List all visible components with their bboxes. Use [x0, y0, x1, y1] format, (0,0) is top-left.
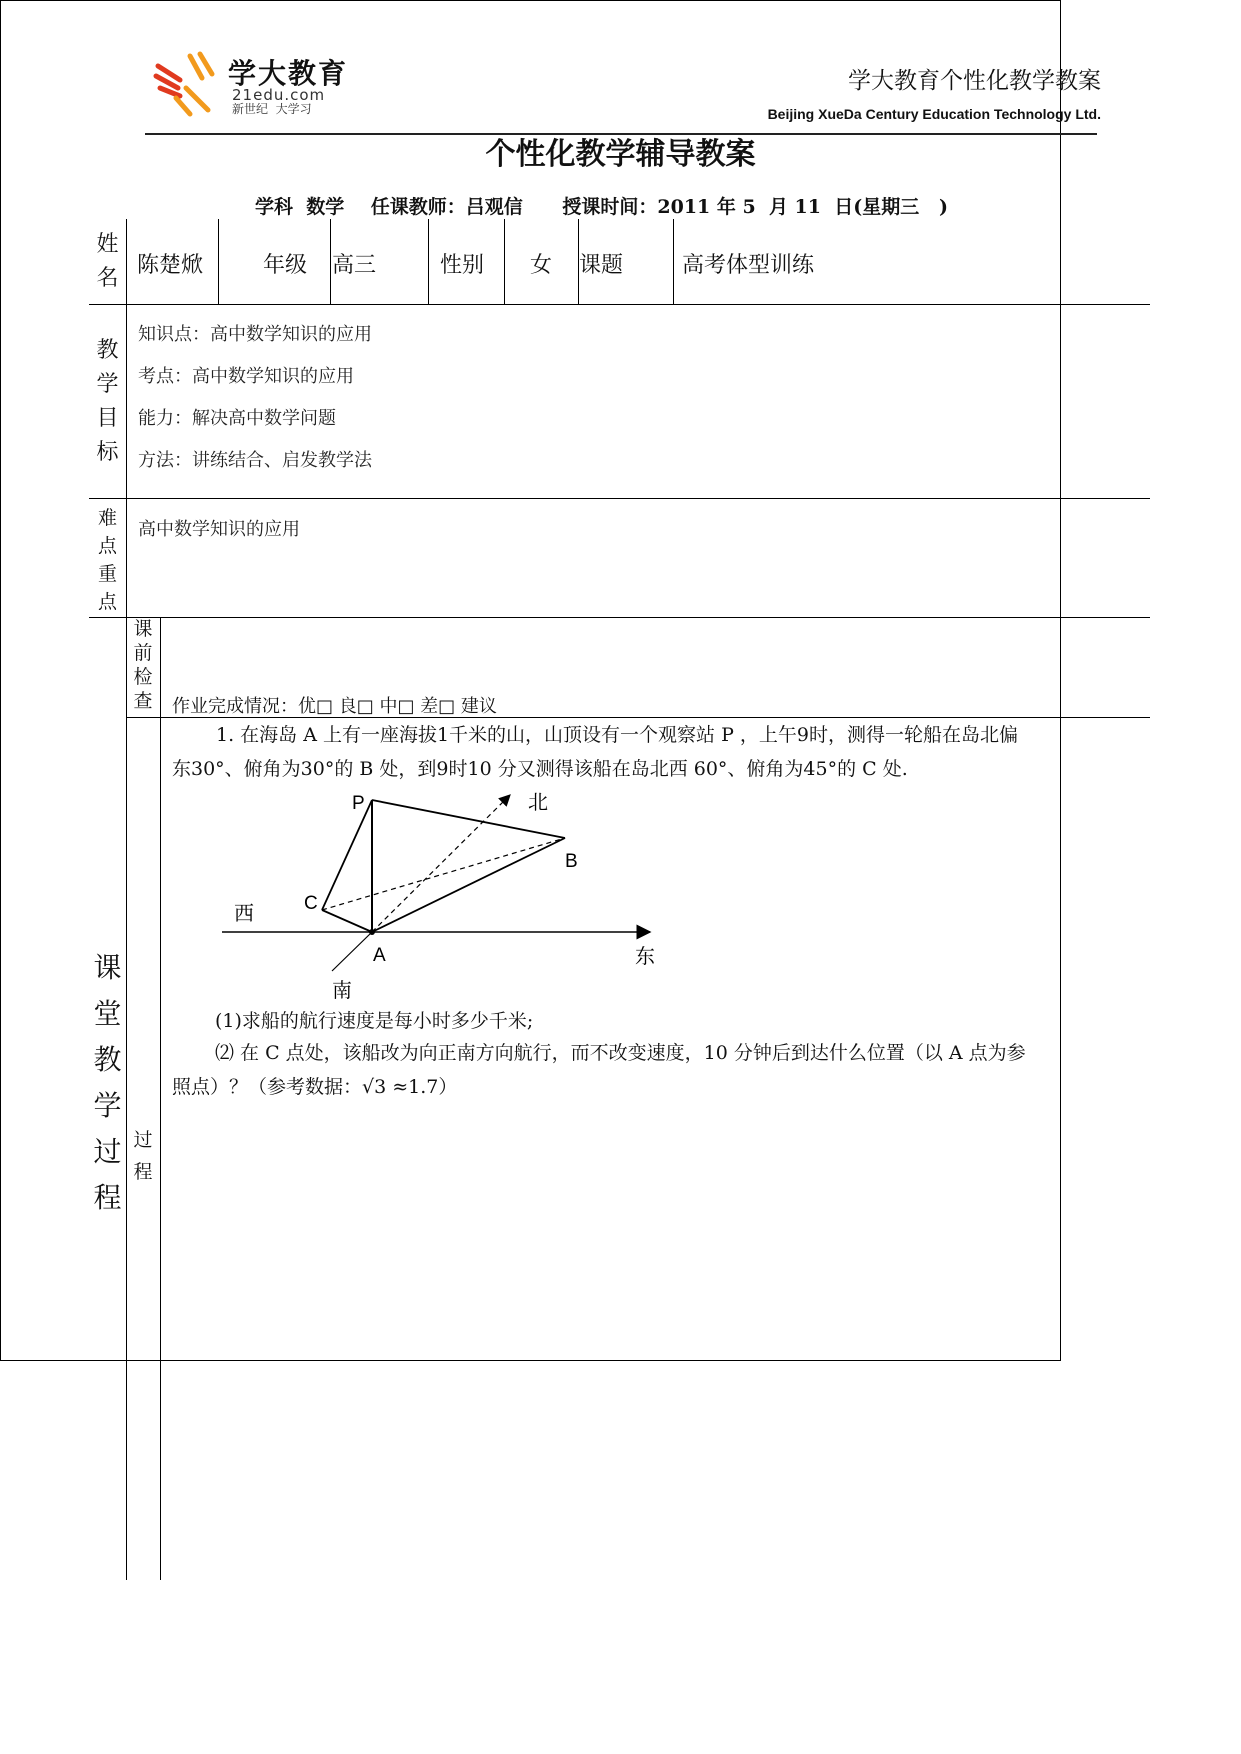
suggestion-blank — [497, 699, 957, 718]
name-value: 陈楚焮 — [137, 253, 204, 278]
check-label: 课前检查 — [133, 618, 153, 712]
column-divider — [218, 219, 219, 304]
homework-status — [172, 692, 957, 718]
question-2: ⑵ 在 C 点处，该船改为向正南方向航行，而不改变速度，10 分钟后到达什么位置（以 A 点为参 — [215, 1042, 1026, 1064]
logo-slogan: 新世纪 大学习 — [232, 102, 312, 116]
process-label: 课堂教学过程 — [93, 951, 122, 1214]
objective-item: 能力：解决高中数学问题 — [138, 408, 336, 429]
label-south: 南 — [332, 978, 352, 1000]
question-1: (1)求船的航行速度是每小时多少千米; — [215, 1010, 534, 1032]
south-line — [332, 932, 372, 971]
column-divider — [673, 219, 674, 304]
header-english: Beijing XueDa Century Education Technology Ltd. — [767, 106, 1101, 122]
difficulty-text: 高中数学知识的应用 — [138, 519, 300, 540]
label-C: C — [304, 893, 318, 914]
label-east: 东 — [635, 944, 655, 968]
column-divider — [504, 219, 505, 304]
gender-label: 性别 — [440, 253, 485, 278]
document-title: 个性化教学辅导教案 — [485, 137, 756, 172]
geometry-figure — [220, 785, 670, 1000]
column-divider — [428, 219, 429, 304]
label-A: A — [373, 945, 386, 966]
label-west: 西 — [234, 901, 254, 925]
point-A — [369, 929, 375, 935]
logo-name: 学大教育 — [228, 57, 349, 90]
subject-line: 学科 数学 任课教师：吕观信 授课时间：2011 年 5 月 11 日(星期三 ) — [255, 196, 949, 218]
row-divider — [89, 498, 1150, 499]
objective-item: 考点：高中数学知识的应用 — [138, 366, 354, 387]
xueda-logo-icon — [150, 48, 220, 118]
segment-AB — [372, 838, 565, 932]
objective-item: 知识点：高中数学知识的应用 — [138, 324, 372, 345]
segment-PC — [322, 800, 372, 910]
row-divider — [89, 304, 1150, 305]
homework-text: 作业完成情况：优□ 良□ 中□ 差□ 建议 — [172, 696, 497, 717]
problem-line-1: 1. 在海岛 A 上有一座海拔1千米的山，山顶设有一个观察站 P ，上午9时，测得一轮船在岛北偏 — [216, 724, 1019, 746]
topic-label: 课题 — [579, 253, 624, 278]
objectives-label: 教学目标 — [96, 338, 119, 465]
label-P: P — [352, 793, 365, 814]
label-north: 北 — [528, 790, 548, 814]
row-divider — [89, 617, 1150, 618]
topic-value: 高考体型训练 — [682, 253, 815, 278]
segment-CB — [322, 838, 565, 910]
process-sub-label: 过程 — [133, 1129, 153, 1183]
objective-item: 方法：讲练结合、启发教学法 — [138, 450, 372, 471]
question-2-continued: 照点）？（参考数据：√3 ≈1.7） — [172, 1076, 458, 1098]
name-label: 姓名 — [96, 232, 119, 291]
column-divider — [330, 219, 331, 304]
segment-CA — [322, 910, 372, 932]
logo-url: 21edu.com — [232, 86, 326, 104]
label-B: B — [565, 851, 578, 872]
north-line — [372, 795, 510, 932]
grade-value: 高三 — [332, 253, 377, 278]
grade-label: 年级 — [263, 253, 308, 278]
difficulty-label: 难点重点 — [97, 507, 117, 613]
header-title: 学大教育个性化教学教案 — [848, 68, 1101, 94]
problem-line-2: 东30°、俯角为30°的 B 处，到9时10 分又测得该船在岛北西 60°、俯角为45°的 C 处. — [172, 758, 908, 780]
column-divider — [160, 617, 161, 1580]
gender-value: 女 — [530, 253, 553, 278]
column-divider — [126, 219, 127, 1580]
